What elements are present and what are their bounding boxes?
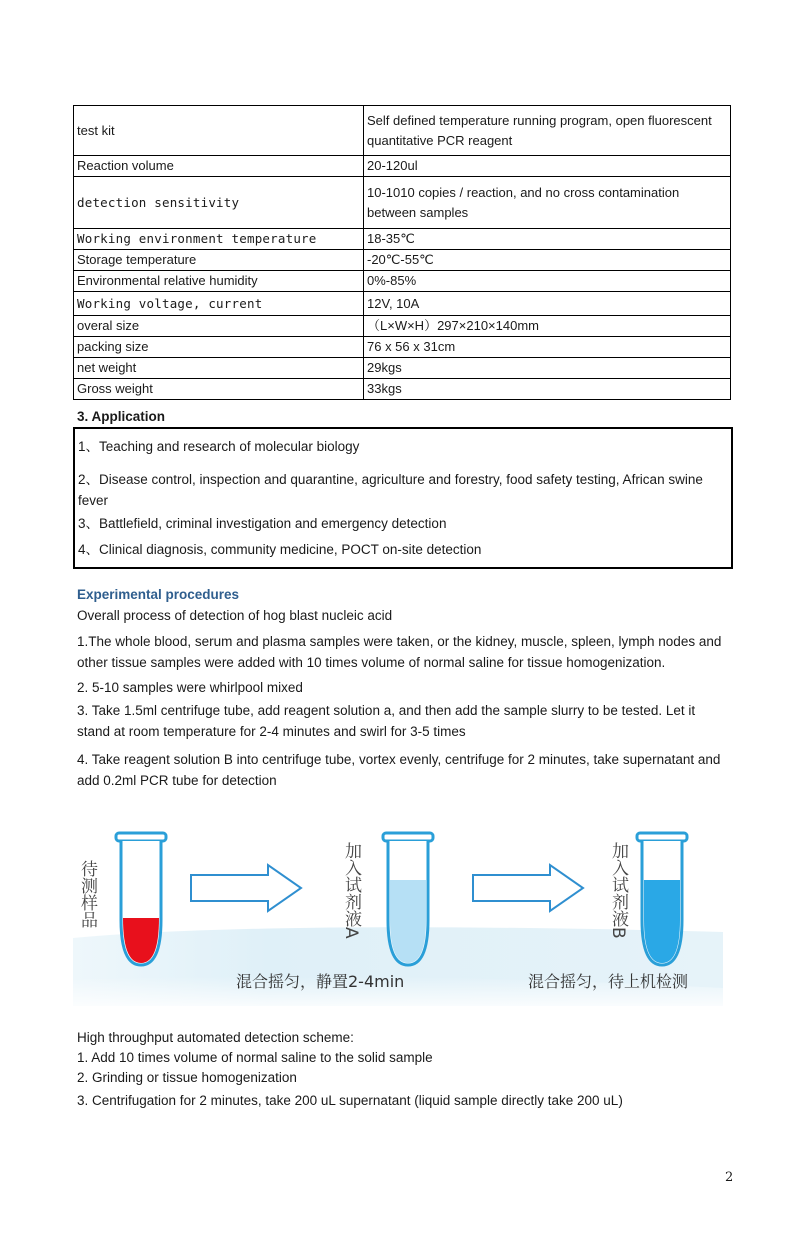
application-heading: 3. Application [77,409,166,424]
tube-sample-icon [116,833,166,965]
caption-step-a: 混合摇匀，静置2-4min [236,972,405,991]
tube-reagent-b-icon [637,833,687,965]
tube3-label: 加入试剂液B [608,842,628,939]
spec-value: （L×W×H）297×210×140mm [364,316,731,337]
spec-value: 10-1010 copies / reaction, and no cross contamination between samples [364,177,731,229]
spec-value: 33kgs [364,379,731,400]
application-box [73,427,733,569]
procedure-step: 4. Take reagent solution B into centrifuge tube, vortex evenly, centrifuge for 2 minutes, take supernatant and add 0.2ml PCR tube for detection [77,752,721,788]
table-row [74,271,731,292]
spec-value: -20℃-55℃ [364,250,731,271]
table-row [74,358,731,379]
table-row [74,177,731,229]
spec-table [73,105,731,400]
htp-step: 3. Centrifugation for 2 minutes, take 200 uL supernatant (liquid sample directly take 200 uL) [77,1093,623,1108]
procedure-step: 3. Take 1.5ml centrifuge tube, add reagent solution a, and then add the sample slurry to be tested. Let it stand at room temperature for 2-4 minutes and swirl for 3-5 times [77,703,696,739]
spec-value: 12V, 10A [364,292,731,316]
procedures-subtitle: Overall process of detection of hog blast nucleic acid [77,608,393,623]
list-item: 4、Clinical diagnosis, community medicine, POCT on-site detection [78,542,482,557]
spec-label: Environmental relative humidity [74,271,364,292]
procedure-step: 2. 5-10 samples were whirlpool mixed [77,680,303,695]
page-number: 2 [725,1170,734,1185]
spec-label: Storage temperature [74,250,364,271]
table-row [74,156,731,177]
procedure-figure [73,820,723,1010]
list-item: 3、Battlefield, criminal investigation and emergency detection [78,516,447,531]
spec-label: Reaction volume [74,156,364,177]
spec-value: 29kgs [364,358,731,379]
table-row [74,292,731,316]
table-row [74,379,731,400]
list-item: 2、Disease control, inspection and quarantine, agriculture and forestry, food safety testing, African swine fever [78,472,703,508]
procedure-step: 1.The whole blood, serum and plasma samples were taken, or the kidney, muscle, spleen, lymph nodes and other tissue samples were added with 10 times volume of normal saline for tissue homogenization. [77,634,722,670]
htp-step: 2. Grinding or tissue homogenization [77,1070,297,1085]
htp-step: 1. Add 10 times volume of normal saline to the solid sample [77,1050,433,1065]
spec-label: Gross weight [74,379,364,400]
spec-value: 18-35℃ [364,229,731,250]
spec-label: detection sensitivity [74,177,364,229]
spec-value: 20-120ul [364,156,731,177]
caption-step-b: 混合摇匀，待上机检测 [528,972,689,991]
tube-reagent-a-icon [383,833,433,965]
tube2-label: 加入试剂液A [341,842,361,939]
table-row [74,316,731,337]
spec-value: Self defined temperature running program, open fluorescent quantitative PCR reagent [364,106,731,156]
spec-label: Working voltage, current [74,292,364,316]
list-item: 1、Teaching and research of molecular biology [78,439,360,454]
spec-value: 0%-85% [364,271,731,292]
arrow-right-icon [473,865,583,911]
table-row [74,337,731,358]
spec-label: net weight [74,358,364,379]
htp-title: High throughput automated detection scheme: [77,1030,354,1045]
tube1-label: 待测样品 [77,860,97,928]
table-row [74,229,731,250]
table-row [74,250,731,271]
spec-label: overal size [74,316,364,337]
spec-label: packing size [74,337,364,358]
arrow-right-icon [191,865,301,911]
spec-label: test kit [74,106,364,156]
table-row [74,106,731,156]
spec-label: Working environment temperature [74,229,364,250]
procedures-heading: Experimental procedures [77,587,240,602]
spec-value: 76 x 56 x 31cm [364,337,731,358]
